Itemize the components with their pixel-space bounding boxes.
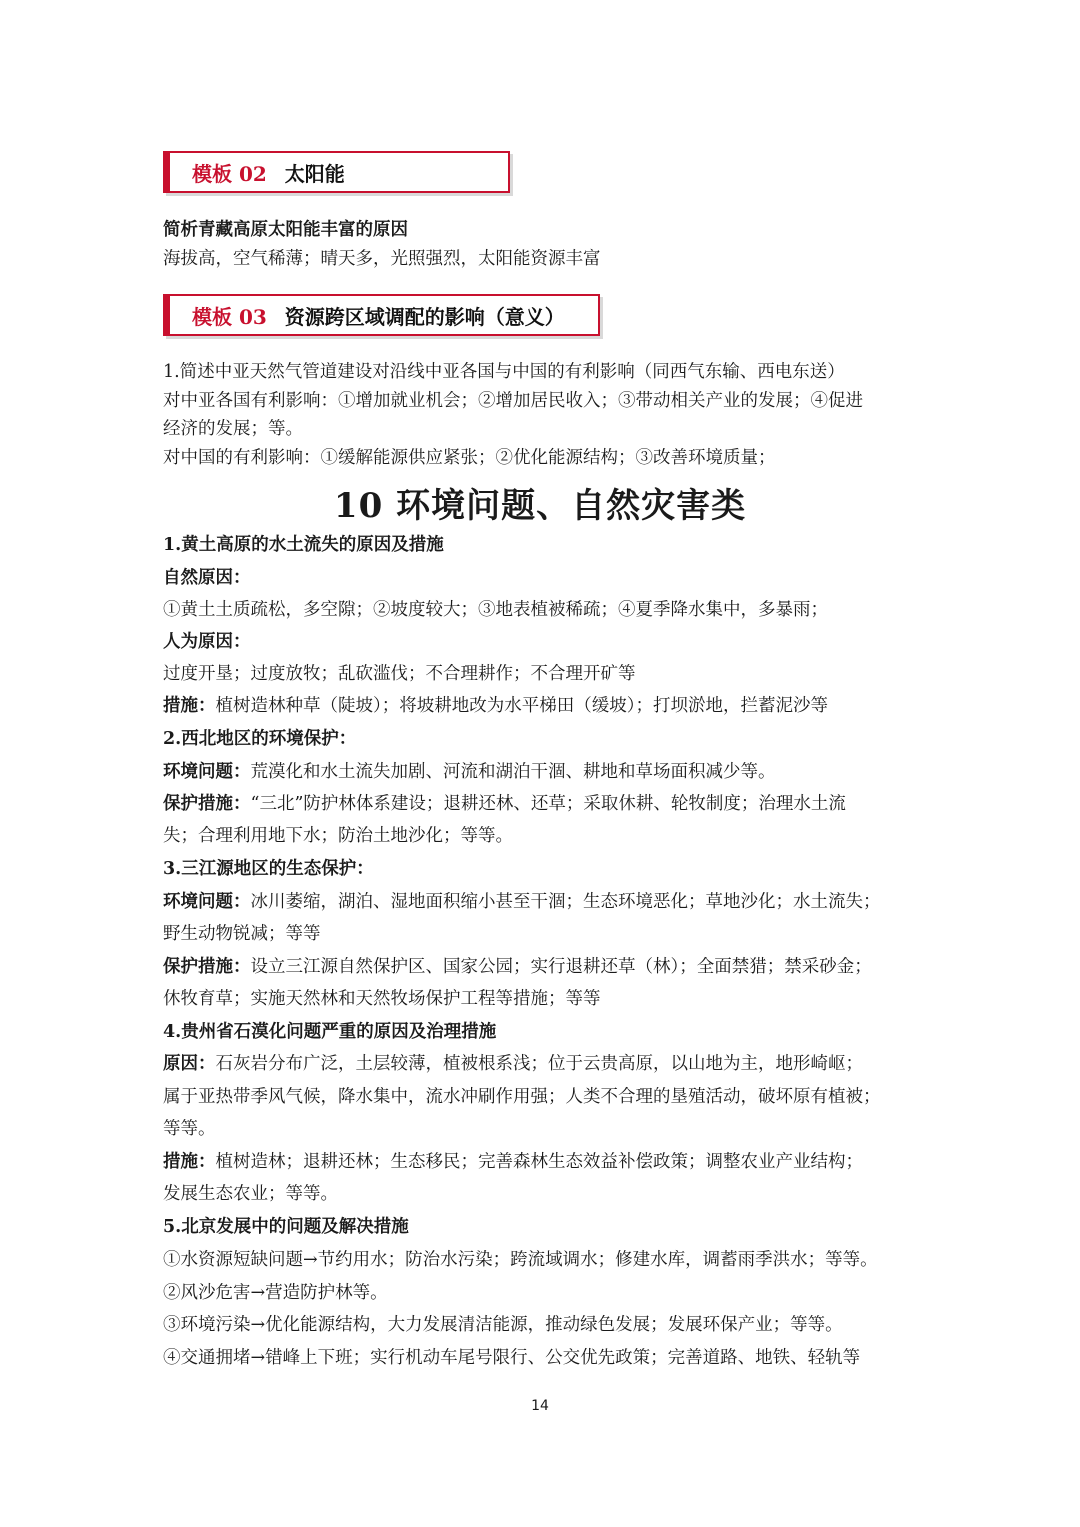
s3-protect-2: 休牧育草；实施天然林和天然牧场保护工程等措施；等等 <box>163 989 601 1009</box>
s4-cause-2: 属于亚热带季风气候，降水集中，流水冲刷作用强；人类不合理的垦殖活动，破坏原有植被； <box>163 1087 881 1107</box>
s1-measure: 植树造林种草（陡坡）；将坡耕地改为水平梯田（缓坡）；打坝淤地，拦蓄泥沙等 <box>215 696 828 716</box>
s5-line-1: ①水资源短缺问题→节约用水；防治水污染；跨流域调水；修建水库，调蓄雨季洪水；等等。 <box>163 1250 878 1270</box>
s4-measure-1: 植树造林；退耕还林；生态移民；完善森林生态效益补偿政策；调整农业产业结构； <box>215 1152 863 1172</box>
template-03-number: 模板 03 <box>192 304 267 329</box>
s3-problem-label: 环境问题： <box>163 892 251 912</box>
s4-measure-2: 发展生态农业；等等。 <box>163 1184 338 1204</box>
template-03-title: 资源跨区域调配的影响（意义） <box>284 304 565 329</box>
pipeline-question: 1.简述中亚天然气管道建设对沿线中亚各国与中国的有利影响（同西气东输、西电东送） <box>163 362 845 382</box>
s4-measure-label: 措施： <box>163 1152 216 1172</box>
s4-measure-line <box>163 1150 863 1174</box>
solar-answer: 海拔高，空气稀薄；晴天多，光照强烈，太阳能资源丰富 <box>163 249 601 269</box>
section-heading: 10 环境问题、自然灾害类 <box>333 486 747 526</box>
s4-cause-3: 等等。 <box>163 1119 216 1139</box>
s2-problem-label: 环境问题： <box>163 762 251 782</box>
s1-natural: ①黄土土质疏松，多空隙；②坡度较大；③地表植被稀疏；④夏季降水集中，多暴雨； <box>163 600 828 620</box>
s2-protect-1: “三北”防护林体系建设；退耕还林、还草；采取休耕、轮牧制度；治理水土流 <box>250 794 846 814</box>
s4-cause-1: 石灰岩分布广泛，土层较薄，植被根系浅；位于云贵高原，以山地为主，地形崎岖； <box>215 1054 863 1074</box>
s2-problem-line <box>163 760 776 784</box>
template-02-title: 太阳能 <box>284 161 345 186</box>
s4-question: 4.贵州省石漠化问题严重的原因及治理措施 <box>163 1022 497 1042</box>
s1-question: 1.黄土高原的水土流失的原因及措施 <box>163 535 444 555</box>
s3-protect-line <box>163 955 872 979</box>
s2-protect-line <box>163 792 846 816</box>
s3-problem-1: 冰川萎缩，湖泊、湿地面积缩小甚至干涸；生态环境恶化；草地沙化；水土流失； <box>250 892 881 912</box>
s1-natural-label: 自然原因： <box>163 568 251 588</box>
template-03-box <box>163 294 600 336</box>
s1-measure-line <box>163 694 828 718</box>
s5-line-4: ④交通拥堵→错峰上下班；实行机动车尾号限行、公交优先政策；完善道路、地铁、轻轨等 <box>163 1348 861 1368</box>
s3-protect-1: 设立三江源自然保护区、国家公园；实行退耕还草（林）；全面禁猎；禁采砂金； <box>250 957 872 977</box>
s2-question: 2.西北地区的环境保护： <box>163 729 357 749</box>
s5-line-3: ③环境污染→优化能源结构，大力发展清洁能源，推动绿色发展；发展环保产业；等等。 <box>163 1315 843 1335</box>
pipeline-answer-1: 对中亚各国有利影响：①增加就业机会；②增加居民收入；③带动相关产业的发展；④促进 <box>163 391 863 411</box>
s3-protect-label: 保护措施： <box>163 957 251 977</box>
s2-protect-2: 失；合理利用地下水；防治土地沙化；等等。 <box>163 826 513 846</box>
s3-question: 3.三江源地区的生态保护： <box>163 859 374 879</box>
template-02-number: 模板 02 <box>192 161 267 186</box>
s2-problem: 荒漠化和水土流失加剧、河流和湖泊干涸、耕地和草场面积减少等。 <box>250 762 776 782</box>
s4-cause-label: 原因： <box>163 1054 216 1074</box>
pipeline-answer-3: 对中国的有利影响：①缓解能源供应紧张；②优化能源结构；③改善环境质量； <box>163 448 776 468</box>
solar-question: 简析青藏高原太阳能丰富的原因 <box>163 220 408 240</box>
s5-question: 5.北京发展中的问题及解决措施 <box>163 1217 409 1237</box>
s3-problem-2: 野生动物锐减；等等 <box>163 924 321 944</box>
s3-problem-line <box>163 890 881 914</box>
template-02-box <box>163 151 510 193</box>
s2-protect-label: 保护措施： <box>163 794 251 814</box>
s1-human: 过度开垦；过度放牧；乱砍滥伐；不合理耕作；不合理开矿等 <box>163 664 636 684</box>
s5-line-2: ②风沙危害→营造防护林等。 <box>163 1283 388 1303</box>
s4-cause-line <box>163 1052 863 1076</box>
s1-human-label: 人为原因： <box>163 632 251 652</box>
page-number: 14 <box>531 1398 549 1414</box>
pipeline-answer-2: 经济的发展；等。 <box>163 419 303 439</box>
s1-measure-label: 措施： <box>163 696 216 716</box>
